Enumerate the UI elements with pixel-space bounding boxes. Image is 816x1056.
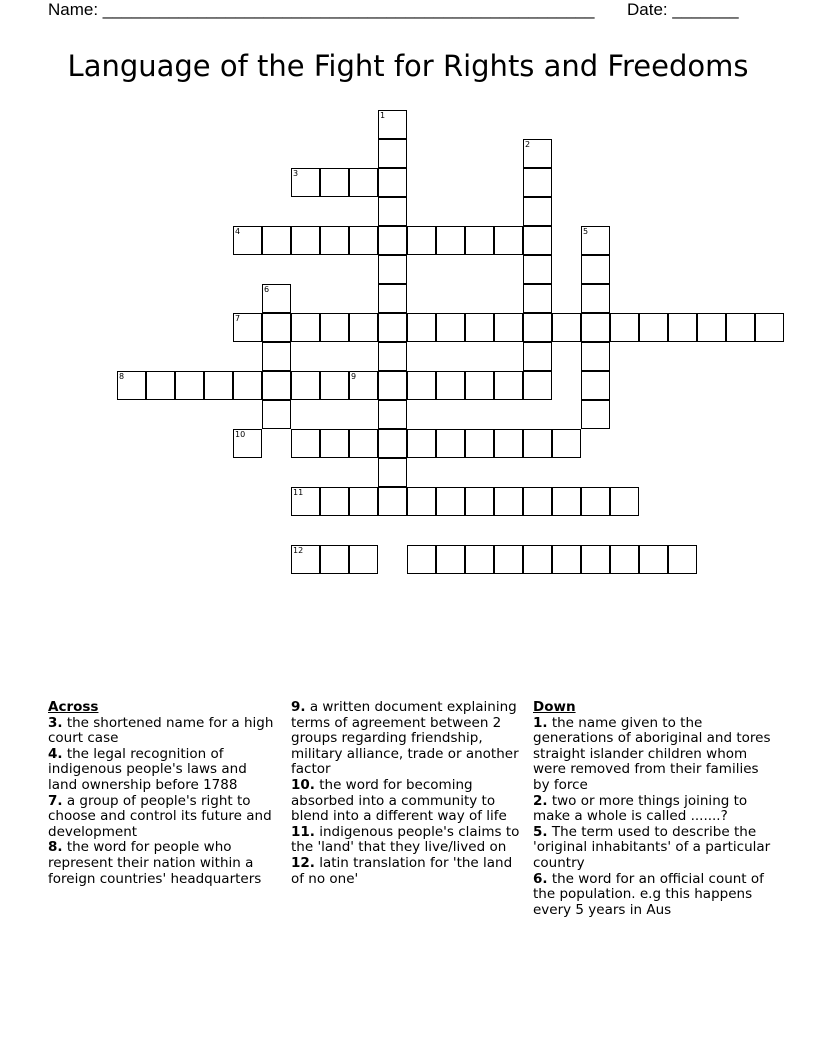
grid-cell[interactable] [378,284,407,313]
grid-cell[interactable] [407,429,436,458]
clue-item-number: 9. [291,699,306,715]
grid-cell[interactable] [262,226,291,255]
clue-item-text: the word for becoming absorbed into a community to blend into a different way of life [291,776,507,825]
grid-cell[interactable] [465,429,494,458]
grid-cell[interactable] [523,168,552,197]
grid-cell[interactable] [639,545,668,574]
clue-item [291,700,526,778]
across-clue-list-continued [291,700,526,887]
grid-cell[interactable] [233,371,262,400]
grid-cell[interactable] [407,371,436,400]
clue-item-text: latin translation for 'the land of no one' [291,854,513,887]
grid-cell[interactable] [523,226,552,255]
grid-cell[interactable] [378,400,407,429]
grid-cell[interactable] [320,429,349,458]
grid-cell[interactable] [378,226,407,255]
grid-cell[interactable] [610,313,639,342]
clue-item-number: 11. [291,823,315,840]
grid-cell[interactable] [262,313,291,342]
grid-cell[interactable] [378,371,407,400]
clue-number: 7 [235,314,241,323]
grid-cell[interactable] [494,429,523,458]
grid-cell[interactable] [378,429,407,458]
clue-item [533,872,773,919]
puzzle-title: Language of the Fight for Rights and Freedoms [67,49,749,83]
grid-cell[interactable] [465,487,494,516]
grid-cell[interactable] [320,487,349,516]
grid-cell[interactable] [349,545,378,574]
clue-item-number: 4. [48,745,63,762]
grid-cell[interactable] [436,313,465,342]
grid-cell[interactable] [726,313,755,342]
clue-item-text: the legal recognition of indigenous people's laws and land ownership before 1788 [48,745,247,793]
grid-cell[interactable] [581,284,610,313]
clue-item-number: 1. [533,714,548,731]
grid-cell[interactable] [204,371,233,400]
across-clue-list [48,716,278,888]
grid-cell[interactable] [581,313,610,342]
grid-cell[interactable] [523,342,552,371]
clue-item [533,716,773,794]
clue-item-text: the word for an official count of the population. e.g this happens every 5 years in Aus [533,870,764,918]
clue-item-number: 7. [48,792,63,809]
clue-item-number: 10. [291,776,315,793]
clue-number: 8 [119,372,125,381]
grid-cell[interactable] [494,371,523,400]
grid-cell[interactable] [262,400,291,429]
clue-item-text: a group of people's right to choose and control its future and development [48,792,272,840]
grid-cell[interactable] [523,371,552,400]
across-heading: Across [48,699,99,715]
grid-cell[interactable] [465,545,494,574]
clue-number: 11 [293,488,304,497]
grid-cell[interactable] [523,429,552,458]
grid-cell[interactable] [291,226,320,255]
grid-cell[interactable] [291,371,320,400]
grid-cell[interactable] [755,313,784,342]
clue-item-text: two or more things joining to make a whole is called .......? [533,792,748,825]
grid-cell[interactable] [349,226,378,255]
grid-cell[interactable] [378,458,407,487]
grid-cell[interactable] [378,168,407,197]
grid-cell[interactable] [436,429,465,458]
down-heading: Down [533,699,576,715]
grid-cell[interactable] [175,371,204,400]
grid-cell[interactable] [291,313,320,342]
clue-item-number: 8. [48,839,63,856]
clue-item-text: indigenous people's claims to the 'land' that they live/lived on [291,823,520,856]
grid-cell[interactable] [697,313,726,342]
clue-item-text: a written document explaining terms of agreement between 2 groups regarding friendship, military alliance, trade or another factor [291,699,519,778]
grid-cell[interactable] [291,429,320,458]
grid-cell[interactable] [378,197,407,226]
clue-number: 4 [235,227,241,236]
grid-cell[interactable] [581,255,610,284]
down-clue-list [533,716,773,919]
grid-cell[interactable] [581,545,610,574]
clue-item [48,794,278,841]
clue-item [291,778,526,825]
grid-cell[interactable] [552,313,581,342]
grid-cell[interactable] [320,371,349,400]
grid-cell[interactable] [407,226,436,255]
clue-item [533,794,773,825]
grid-cell[interactable] [436,226,465,255]
clue-number: 12 [293,546,304,555]
grid-cell[interactable] [349,168,378,197]
grid-cell[interactable] [668,545,697,574]
grid-cell[interactable] [262,342,291,371]
grid-cell[interactable] [465,226,494,255]
grid-cell[interactable] [465,371,494,400]
grid-cell[interactable] [552,429,581,458]
grid-cell[interactable] [523,197,552,226]
clue-item [48,747,278,794]
grid-cell[interactable] [320,168,349,197]
grid-cell[interactable] [581,342,610,371]
grid-cell[interactable] [320,226,349,255]
grid-cell[interactable] [407,487,436,516]
clue-item [48,840,278,887]
grid-cell[interactable] [523,545,552,574]
grid-cell[interactable] [494,313,523,342]
grid-cell[interactable] [378,487,407,516]
clue-number: 10 [235,430,246,439]
grid-cell[interactable] [262,371,291,400]
clue-item-number: 6. [533,870,548,887]
grid-cell[interactable] [581,400,610,429]
grid-cell[interactable] [378,255,407,284]
grid-cell[interactable] [523,284,552,313]
clue-item-number: 3. [48,714,63,731]
grid-cell[interactable] [523,313,552,342]
grid-cell[interactable] [494,226,523,255]
grid-cell[interactable] [581,487,610,516]
grid-cell[interactable] [668,313,697,342]
grid-cell[interactable] [349,429,378,458]
grid-cell[interactable] [378,139,407,168]
grid-cell[interactable] [436,545,465,574]
grid-cell[interactable] [436,487,465,516]
grid-cell[interactable] [465,313,494,342]
grid-cell[interactable] [378,313,407,342]
clue-number: 9 [351,372,357,381]
clue-item-text: the word for people who represent their nation within a foreign countries' headquarters [48,839,262,887]
clue-number: 6 [264,285,270,294]
grid-cell[interactable] [552,545,581,574]
clue-item [291,856,526,887]
grid-cell[interactable] [349,487,378,516]
down-clues-column [533,700,773,918]
grid-cell[interactable] [494,487,523,516]
clue-item-number: 12. [291,854,315,871]
grid-cell[interactable] [639,313,668,342]
grid-cell[interactable] [610,487,639,516]
clue-number: 3 [293,169,299,178]
clue-item-text: the name given to the generations of aboriginal and tores straight islander children whom were removed from their families by force [533,714,771,793]
clue-item [291,825,526,856]
date-field[interactable]: Date: _______ [627,0,739,19]
clue-number: 1 [380,111,386,120]
clue-item-text: The term used to describe the 'original inhabitants' of a particular country [533,823,771,871]
grid-cell[interactable] [146,371,175,400]
grid-cell[interactable] [436,371,465,400]
clue-item-text: the shortened name for a high court case [48,714,274,747]
grid-cell[interactable] [407,545,436,574]
clue-item [48,716,278,747]
name-field[interactable]: Name: ____________________________________________________ [48,0,595,19]
clue-item-number: 2. [533,792,548,809]
across-clues-column-continued [291,700,526,887]
grid-cell[interactable] [552,487,581,516]
grid-cell[interactable] [320,313,349,342]
grid-cell[interactable] [523,255,552,284]
clue-item-number: 5. [533,823,548,840]
clue-number: 5 [583,227,589,236]
across-clues-column [48,700,278,887]
grid-cell[interactable] [320,545,349,574]
clue-number: 2 [525,140,531,149]
grid-cell[interactable] [494,545,523,574]
grid-cell[interactable] [407,313,436,342]
grid-cell[interactable] [523,487,552,516]
grid-cell[interactable] [349,313,378,342]
grid-cell[interactable] [610,545,639,574]
clue-item [533,825,773,872]
grid-cell[interactable] [581,371,610,400]
grid-cell[interactable] [378,342,407,371]
